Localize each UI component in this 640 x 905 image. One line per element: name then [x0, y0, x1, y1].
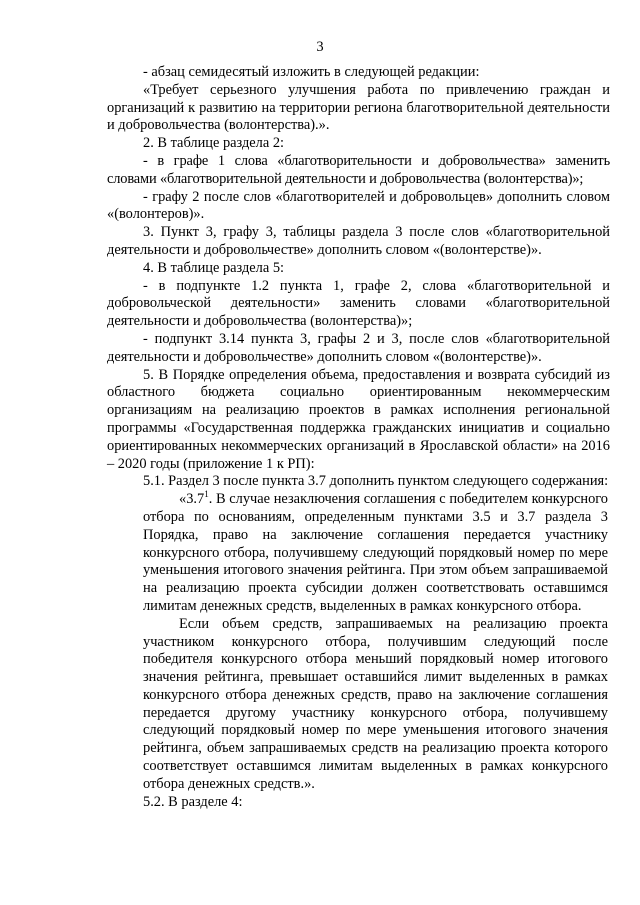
paragraph: «Требует серьезного улучшения работа по привлечению граждан и организаций к развитию на территории региона благотворительной деятельности и добровольчества (волонтерства).».: [107, 81, 610, 134]
paragraph: - подпункт 3.14 пункта 3, графы 2 и 3, после слов «благотворительной деятельности и добровольчестве» дополнить словом «(волонтерстве)».: [107, 330, 610, 365]
quote-text: . В случае незаключения соглашения с победителем конкурсного отбора по основаниям, определенным пунктами 3.5 и 3.7 раздела 3 Порядка, право на заключение соглашения передается участнику конкурсного отбора, получившему следующий порядковый номер по мере уменьшения итогового значения рейтинга. При этом объем запрашиваемой на реализацию проекта субсидии должен соответствовать оставшимся лимитам денежных средств, выделенных в рамках конкурсного отбора.: [143, 491, 608, 614]
paragraph: 2. В таблице раздела 2:: [143, 135, 285, 152]
paragraph: 5.1. Раздел 3 после пункта 3.7 дополнить пунктом следующего содержания:: [143, 473, 609, 490]
paragraph: 3. Пункт 3, графу 3, таблицы раздела 3 после слов «благотворительной деятельности и добровольчестве» дополнить словом «(волонтерстве)».: [107, 224, 610, 258]
paragraph: - в подпункте 1.2 пункта 1, графе 2, слова «благотворительной и добровольческой деятельности» заменить словами «благотворительной деятельности и добровольчества (волонтерства)»;: [107, 277, 610, 330]
quoted-paragraph: Если объем средств, запрашиваемых на реализацию проекта участником конкурсного отбора, получившим следующий после победителя конкурсного отбора меньший порядковый номер итогового значения рейтинга, превышает оставшийся лимит выделенных в рамках конкурсного отбора денежных средств, право на заключение соглашения передается другому участнику конкурсного отбора, получившему следующий порядковый номер по мере уменьшения итогового значения рейтинга, объем запрашиваемых средств на реализацию проекта которого соответствует оставшимся лимитам выделенных в рамках конкурсного отбора денежных средств.».: [143, 615, 608, 792]
paragraph: - графу 2 после слов «благотворителей и добровольцев» дополнить словом «(волонтеров)».: [107, 188, 610, 223]
paragraph: 5. В Порядке определения объема, предоставления и возврата субсидий из областного бюджета социально ориентированным некоммерческим организациям на реализацию проектов в рамках исполнения региональной программы «Государственная поддержка гражданских инициатив и социально ориентированных некоммерческих организаций в Ярославской области» на 2016 – 2020 годы (приложение 1 к РП):: [107, 366, 610, 472]
paragraph: 4. В таблице раздела 5:: [143, 259, 285, 276]
quote-prefix: «3.7: [179, 491, 205, 508]
superscript: 1: [204, 489, 209, 500]
document-body: [107, 64, 610, 811]
quoted-paragraph: [143, 491, 608, 616]
paragraph: - абзац семидесятый изложить в следующей редакции:: [143, 64, 480, 80]
paragraph: 5.2. В разделе 4:: [143, 793, 243, 810]
paragraph: - в графе 1 слова «благотворительности и добровольчества» заменить словами «благотворительной деятельности и добровольчества (волонтерства)»;: [107, 152, 610, 187]
page-number: 3: [316, 39, 324, 55]
